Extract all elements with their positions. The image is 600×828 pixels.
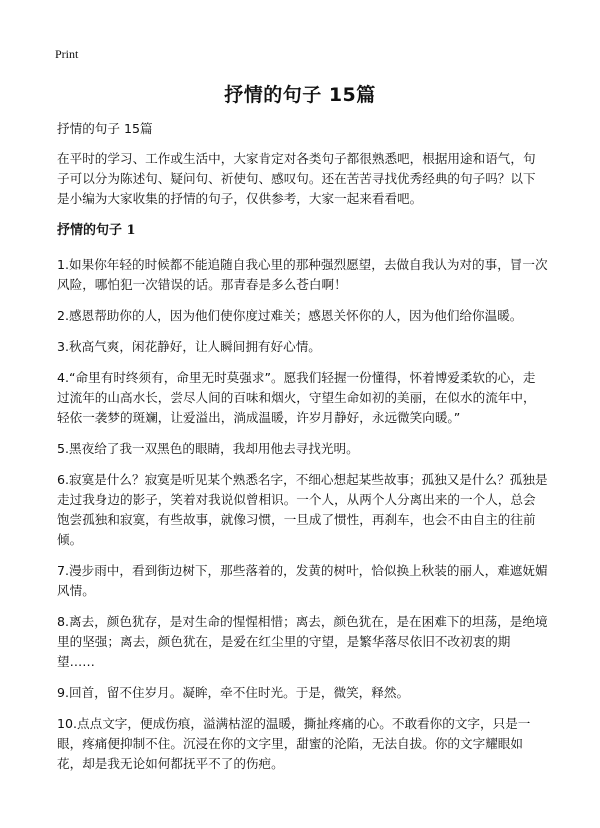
intro-paragraph: 在平时的学习、工作或生活中，大家肯定对各类句子都很熟悉吧，根据用途和语气，句子可以分为陈述句、疑问句、祈使句、感叹句。还在苦苦寻找优秀经典的句子吗？以下是小编为大家收集的抒情的句子，仅供参考，大家一起来看看吧。 [57,151,536,206]
list-item: 1.如果你年轻的时候都不能追随自我心里的那种强烈愿望，去做自我认为对的事，冒一次风险，哪怕犯一次错误的话。那青春是多么苍白啊！ [57,257,548,292]
article-body [57,119,548,785]
list-item: 8.离去，颜色犹存，是对生命的惺惺相惜；离去，颜色犹在，是在困难下的坦荡，是绝境里的坚强；离去，颜色犹在，是爱在红尘里的守望，是繁华落尽依旧不改初衷的期望…… [57,614,548,669]
list-item: 7.漫步雨中，看到街边树下，那些落着的，发黄的树叶，恰似换上秋装的丽人，难遮妩媚风情。 [57,563,548,598]
list-item: 10.点点文字，便成伤痕，溢满枯涩的温暖，撕扯疼痛的心。不敢看你的文字，只是一眼，疼痛便抑制不住。沉浸在你的文字里，甜蜜的沦陷，无法自拔。你的文字耀眼如花，却是我无论如何都抚平不了的伤疤。 [57,716,531,771]
list-item: 2.感恩帮助你的人，因为他们使你度过难关；感恩关怀你的人，因为他们给你温暖。 [57,308,523,323]
list-item: 5.黑夜给了我一双黑色的眼睛，我却用他去寻找光明。 [57,441,359,456]
list-item: 9.回首，留不住岁月。凝眸，牵不住时光。于是，微笑，释然。 [57,685,410,700]
print-link[interactable]: Print [55,47,79,61]
list-item: 3.秋高气爽，闲花静好，让人瞬间拥有好心情。 [57,339,321,354]
list-item: 4.“命里有时终须有，命里无时莫强求”。愿我们轻握一份懂得，怀着博爱柔软的心，走过流年的山高水长，尝尽人间的百味和烟火，守望生命如初的美丽，在似水的流年中，轻依一袭梦的斑斓，让爱溢出，淌成温暖，许岁月静好，永远微笑向暖。” [57,370,536,425]
section-heading: 抒情的句子 1 [57,223,136,238]
article-subtitle: 抒情的句子 15篇 [57,121,153,136]
list-item: 6.寂寞是什么？寂寞是听见某个熟悉名字，不细心想起某些故事；孤独又是什么？孤独是走过我身边的影子，笑着对我说似曾相识。一个人，从两个人分离出来的一个人，总会饱尝孤独和寂寞，有些故事，就像习惯，一旦成了惯性，再刹车，也会不由自主的往前倾。 [57,472,548,547]
page-title: 抒情的句子 15篇 [224,84,376,106]
